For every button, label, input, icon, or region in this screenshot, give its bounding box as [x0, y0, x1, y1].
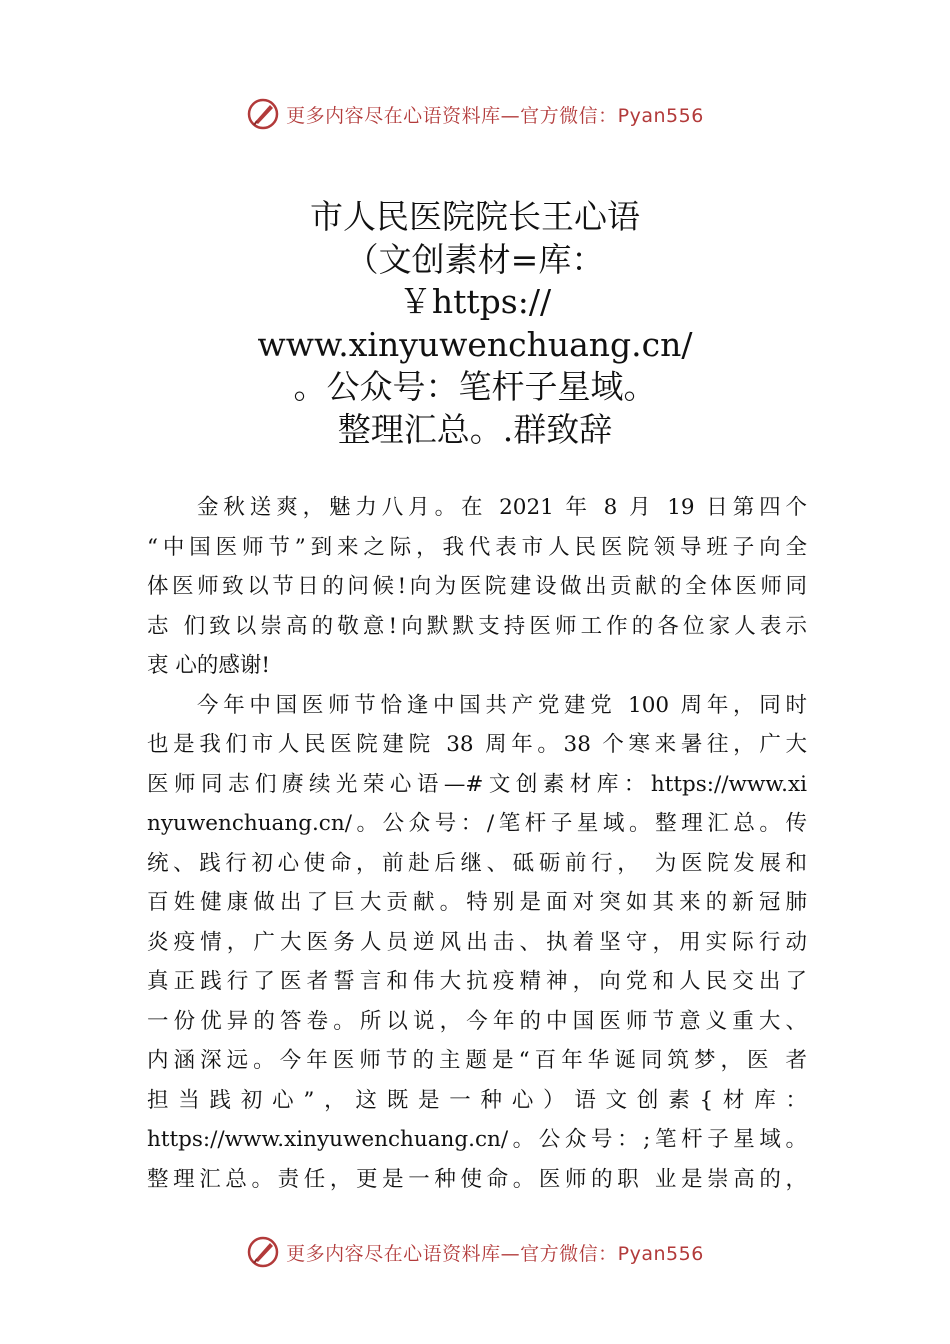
body-line: https://www.xinyuwenchuang.cn/。公众号：;笔杆子星域。 [147, 1127, 807, 1152]
header-banner [0, 94, 950, 134]
body-line: 担当践初心”，这既是一种心）语文创素{材库： [147, 1087, 807, 1113]
body-line: 金秋送爽，魅力八月。在 2021 年 8 月 19 日第四个 [197, 495, 807, 520]
quill-pen-logo-icon [246, 1235, 280, 1269]
banner-text: 更多内容尽在心语资料库—官方微信：Pyan556 [286, 104, 704, 127]
title-line: 整理汇总。.群致辞 [337, 409, 613, 449]
body-line: 炎疫情，广大医务人员逆风出击、执着坚守，用实际行动 [147, 929, 807, 955]
body-line: 体医师致以节日的问候!向为医院建设做出贡献的全体医师同 [147, 574, 807, 599]
title-line: www.xinyuwenchuang.cn/ [257, 324, 693, 364]
title-line: 。公众号：笔杆子星域。 [293, 367, 657, 406]
footer-banner [0, 1232, 950, 1272]
quill-pen-logo-icon [246, 97, 280, 131]
body-line: nyuwenchuang.cn/。公众号：/笔杆子星域。整理汇总。传 [147, 811, 807, 836]
title-line: 市人民医院院长王心语 [310, 197, 640, 236]
body-line: 真正践行了医者誓言和伟大抗疫精神，向党和人民交出了 [147, 969, 807, 994]
body-line: 也是我们市人民医院建院 38 周年。38 个寒来暑往，广大 [147, 732, 807, 757]
title-line: ￥https:// [398, 282, 552, 321]
body-line: “中国医师节”到来之际，我代表市人民医院领导班子向全 [147, 534, 807, 560]
body-line: 统、践行初心使命，前赴后继、砥砺前行， 为医院发展和 [147, 850, 807, 876]
body-line: 内涵深远。今年医师节的主题是“百年华诞同筑梦，医 者 [147, 1048, 807, 1073]
body-line: 衷 心的感谢! [147, 653, 270, 678]
body-line: 志 们致以崇高的敬意!向默默支持医师工作的各位家人表示 [147, 613, 807, 639]
title-line: （文创素材=库： [345, 239, 605, 279]
document-title [150, 196, 800, 451]
body-line: 百姓健康做出了巨大贡献。特别是面对突如其来的新冠肺 [147, 890, 807, 915]
banner-text: 更多内容尽在心语资料库—官方微信：Pyan556 [286, 1242, 704, 1265]
body-line: 今年中国医师节恰逢中国共产党建党 100 周年，同时 [197, 692, 807, 718]
document-body [147, 488, 807, 1199]
body-line: 医师同志们赓续光荣心语—#文创素材库：https://www.xi [147, 771, 807, 797]
body-line: 整理汇总。责任，更是一种使命。医师的职 业是崇高的， [147, 1166, 807, 1192]
body-line: 一份优异的答卷。所以说，今年的中国医师节意义重大、 [147, 1008, 807, 1034]
